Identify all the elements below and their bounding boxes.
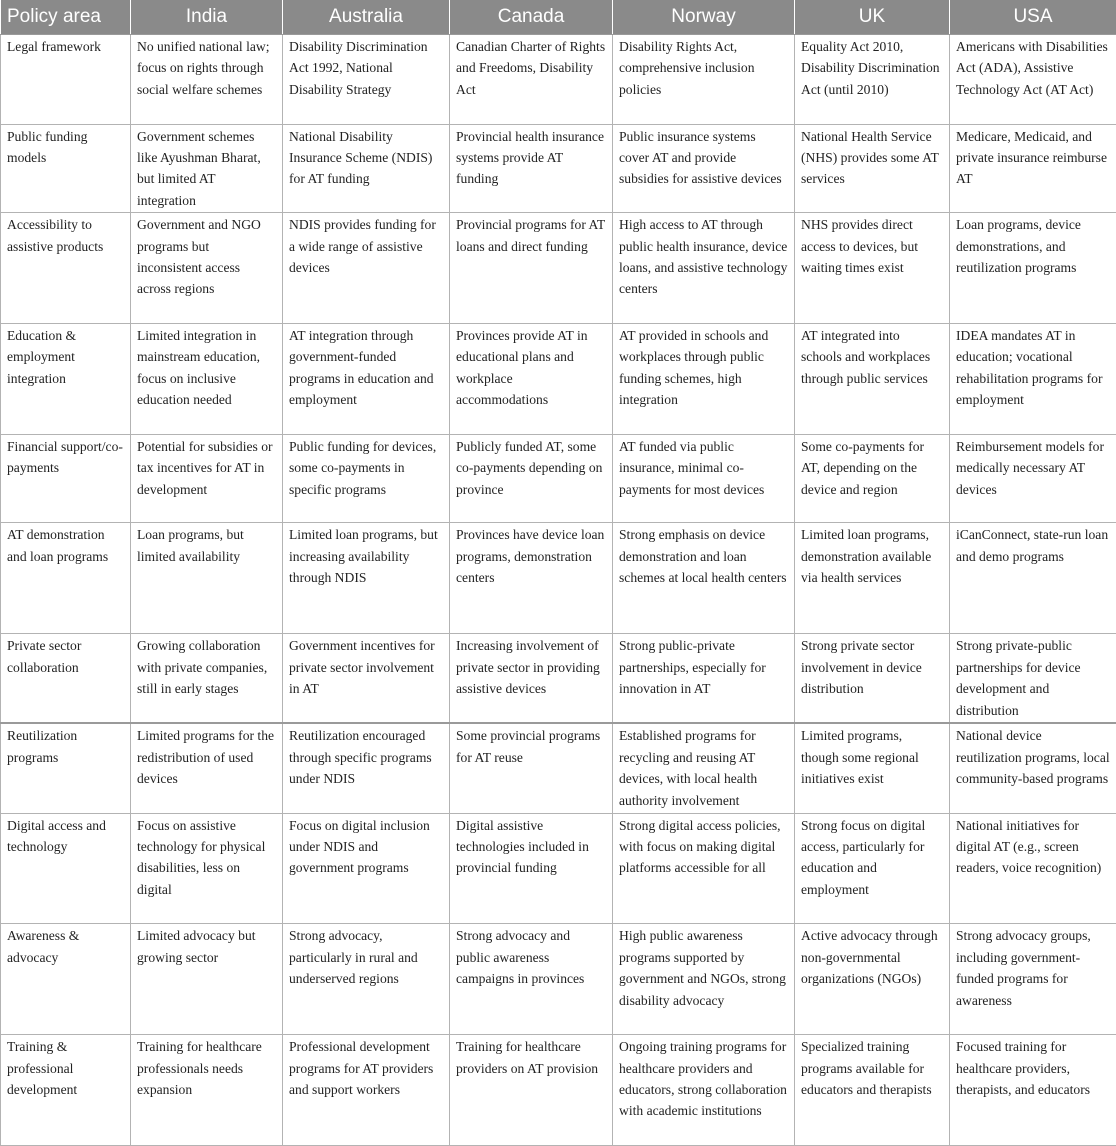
cell-uk: Limited programs, though some regional initiatives exist	[795, 723, 950, 813]
cell-australia: Focus on digital inclusion under NDIS and government programs	[283, 813, 450, 924]
cell-norway: Strong digital access policies, with focus on making digital platforms accessible for all	[613, 813, 795, 924]
cell-australia: Government incentives for private sector involvement in AT	[283, 634, 450, 724]
cell-canada: Publicly funded AT, some co-payments depending on province	[450, 434, 613, 523]
cell-norway: Ongoing training programs for healthcare providers and educators, strong collaboration with academic institutions	[613, 1035, 795, 1146]
cell-norway: Established programs for recycling and reusing AT devices, with local health authority involvement	[613, 723, 795, 813]
cell-usa: Strong advocacy groups, including government-funded programs for awareness	[950, 924, 1116, 1035]
cell-policy-area: AT demonstration and loan programs	[1, 523, 131, 634]
table-row	[1, 324, 1116, 435]
cell-uk: AT integrated into schools and workplaces through public services	[795, 324, 950, 435]
cell-policy-area: Reutilization programs	[1, 723, 131, 813]
cell-norway: High public awareness programs supported by government and NGOs, strong disability advocacy	[613, 924, 795, 1035]
cell-usa: IDEA mandates AT in education; vocational rehabilitation programs for employment	[950, 324, 1116, 435]
cell-india: Government and NGO programs but inconsistent access across regions	[131, 213, 283, 324]
cell-canada: Strong advocacy and public awareness campaigns in provinces	[450, 924, 613, 1035]
table-row	[1, 1035, 1116, 1146]
cell-policy-area: Public funding models	[1, 124, 131, 213]
header-policy-area: Policy area	[1, 0, 131, 35]
cell-canada: Provincial health insurance systems provide AT funding	[450, 124, 613, 213]
header-india: India	[131, 0, 283, 35]
cell-canada: Canadian Charter of Rights and Freedoms, Disability Act	[450, 35, 613, 125]
cell-australia: Professional development programs for AT providers and support workers	[283, 1035, 450, 1146]
cell-canada: Digital assistive technologies included in provincial funding	[450, 813, 613, 924]
cell-norway: Public insurance systems cover AT and provide subsidies for assistive devices	[613, 124, 795, 213]
table-row	[1, 723, 1116, 813]
table-row	[1, 124, 1116, 213]
cell-policy-area: Financial support/co-payments	[1, 434, 131, 523]
header-usa: USA	[950, 0, 1116, 35]
cell-india: Growing collaboration with private companies, still in early stages	[131, 634, 283, 724]
cell-norway: AT provided in schools and workplaces through public funding schemes, high integration	[613, 324, 795, 435]
cell-australia: Public funding for devices, some co-payments in specific programs	[283, 434, 450, 523]
cell-uk: Specialized training programs available for educators and therapists	[795, 1035, 950, 1146]
cell-canada: Training for healthcare providers on AT provision	[450, 1035, 613, 1146]
cell-india: No unified national law; focus on rights through social welfare schemes	[131, 35, 283, 125]
table-row	[1, 924, 1116, 1035]
header-australia: Australia	[283, 0, 450, 35]
cell-india: Limited advocacy but growing sector	[131, 924, 283, 1035]
cell-norway: Strong emphasis on device demonstration and loan schemes at local health centers	[613, 523, 795, 634]
cell-usa: Americans with Disabilities Act (ADA), Assistive Technology Act (AT Act)	[950, 35, 1116, 125]
cell-policy-area: Digital access and technology	[1, 813, 131, 924]
cell-usa: National device reutilization programs, local community-based programs	[950, 723, 1116, 813]
cell-australia: NDIS provides funding for a wide range of assistive devices	[283, 213, 450, 324]
cell-norway: Disability Rights Act, comprehensive inclusion policies	[613, 35, 795, 125]
header-norway: Norway	[613, 0, 795, 35]
cell-india: Government schemes like Ayushman Bharat, but limited AT integration	[131, 124, 283, 213]
cell-norway: Strong public-private partnerships, especially for innovation in AT	[613, 634, 795, 724]
table-row	[1, 213, 1116, 324]
cell-uk: Some co-payments for AT, depending on the device and region	[795, 434, 950, 523]
header-uk: UK	[795, 0, 950, 35]
header-row	[1, 0, 1116, 35]
header-canada: Canada	[450, 0, 613, 35]
cell-usa: Reimbursement models for medically necessary AT devices	[950, 434, 1116, 523]
cell-uk: Strong private sector involvement in device distribution	[795, 634, 950, 724]
table-row	[1, 434, 1116, 523]
cell-norway: AT funded via public insurance, minimal co-payments for most devices	[613, 434, 795, 523]
cell-uk: NHS provides direct access to devices, but waiting times exist	[795, 213, 950, 324]
table-row	[1, 523, 1116, 634]
cell-policy-area: Private sector collaboration	[1, 634, 131, 724]
cell-australia: Strong advocacy, particularly in rural and underserved regions	[283, 924, 450, 1035]
cell-uk: Strong focus on digital access, particularly for education and employment	[795, 813, 950, 924]
cell-canada: Provinces provide AT in educational plans and workplace accommodations	[450, 324, 613, 435]
cell-usa: Loan programs, device demonstrations, and reutilization programs	[950, 213, 1116, 324]
cell-canada: Some provincial programs for AT reuse	[450, 723, 613, 813]
cell-india: Loan programs, but limited availability	[131, 523, 283, 634]
cell-norway: High access to AT through public health insurance, device loans, and assistive technology centers	[613, 213, 795, 324]
cell-usa: Strong private-public partnerships for device development and distribution	[950, 634, 1116, 724]
cell-policy-area: Training & professional development	[1, 1035, 131, 1146]
cell-policy-area: Legal framework	[1, 35, 131, 125]
cell-usa: Medicare, Medicaid, and private insurance reimburse AT	[950, 124, 1116, 213]
cell-australia: Disability Discrimination Act 1992, National Disability Strategy	[283, 35, 450, 125]
cell-australia: National Disability Insurance Scheme (NDIS) for AT funding	[283, 124, 450, 213]
cell-india: Focus on assistive technology for physical disabilities, less on digital	[131, 813, 283, 924]
cell-uk: Active advocacy through non-governmental organizations (NGOs)	[795, 924, 950, 1035]
cell-australia: Reutilization encouraged through specific programs under NDIS	[283, 723, 450, 813]
cell-usa: Focused training for healthcare providers, therapists, and educators	[950, 1035, 1116, 1146]
cell-usa: National initiatives for digital AT (e.g., screen readers, voice recognition)	[950, 813, 1116, 924]
cell-canada: Provincial programs for AT loans and direct funding	[450, 213, 613, 324]
cell-uk: Limited loan programs, demonstration available via health services	[795, 523, 950, 634]
cell-india: Training for healthcare professionals needs expansion	[131, 1035, 283, 1146]
cell-usa: iCanConnect, state-run loan and demo programs	[950, 523, 1116, 634]
cell-policy-area: Education & employment integration	[1, 324, 131, 435]
cell-canada: Provinces have device loan programs, demonstration centers	[450, 523, 613, 634]
cell-india: Potential for subsidies or tax incentives for AT in development	[131, 434, 283, 523]
cell-australia: AT integration through government-funded programs in education and employment	[283, 324, 450, 435]
cell-policy-area: Awareness & advocacy	[1, 924, 131, 1035]
cell-canada: Increasing involvement of private sector in providing assistive devices	[450, 634, 613, 724]
cell-policy-area: Accessibility to assistive products	[1, 213, 131, 324]
cell-uk: National Health Service (NHS) provides some AT services	[795, 124, 950, 213]
table-row	[1, 813, 1116, 924]
table-row	[1, 634, 1116, 724]
cell-australia: Limited loan programs, but increasing availability through NDIS	[283, 523, 450, 634]
cell-india: Limited integration in mainstream education, focus on inclusive education needed	[131, 324, 283, 435]
table-row	[1, 35, 1116, 125]
cell-uk: Equality Act 2010, Disability Discrimination Act (until 2010)	[795, 35, 950, 125]
cell-india: Limited programs for the redistribution of used devices	[131, 723, 283, 813]
